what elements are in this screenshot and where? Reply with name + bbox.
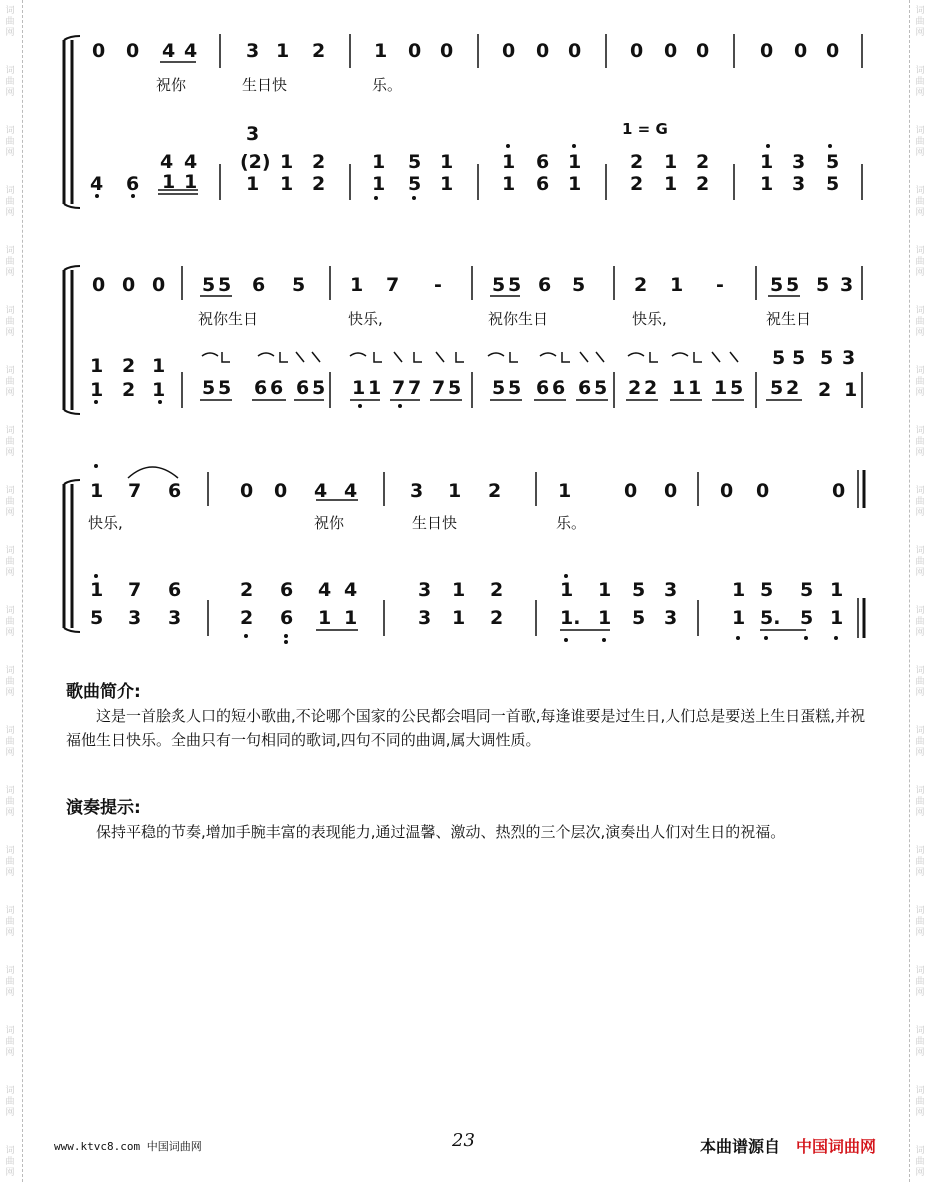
- svg-text:3: 3: [128, 607, 142, 629]
- svg-text:快乐,: 快乐,: [348, 310, 383, 328]
- svg-text:3: 3: [792, 151, 806, 173]
- svg-text:4: 4: [314, 480, 328, 502]
- svg-text:0: 0: [832, 480, 846, 502]
- svg-text:5: 5: [772, 347, 786, 369]
- svg-text:0: 0: [696, 40, 710, 62]
- svg-text:0: 0: [760, 40, 774, 62]
- svg-text:1: 1: [372, 151, 386, 173]
- svg-text:4: 4: [162, 40, 176, 62]
- svg-text:2: 2: [312, 173, 326, 195]
- svg-text:6: 6: [280, 579, 294, 601]
- watermark-text: 词 曲 网: [915, 966, 925, 998]
- svg-text:1: 1: [90, 355, 104, 377]
- system3-lyrics: [88, 514, 586, 532]
- watermark-text: 词 曲 网: [915, 306, 925, 338]
- svg-text:6: 6: [538, 274, 552, 296]
- svg-text:1: 1: [344, 607, 358, 629]
- page-number: 23: [452, 1130, 475, 1151]
- watermark-text: 词 曲 网: [5, 726, 15, 758]
- svg-text:1: 1: [760, 151, 774, 173]
- svg-text:5: 5: [292, 274, 306, 296]
- svg-text:生日快: 生日快: [242, 76, 288, 94]
- svg-text:5: 5: [492, 377, 506, 399]
- svg-text:2: 2: [490, 579, 504, 601]
- system3-voice: [90, 480, 845, 502]
- svg-text:0: 0: [502, 40, 516, 62]
- svg-text:0: 0: [240, 480, 254, 502]
- svg-text:0: 0: [624, 480, 638, 502]
- svg-text:5: 5: [572, 274, 586, 296]
- svg-text:1: 1: [452, 607, 466, 629]
- svg-text:5: 5: [508, 274, 522, 296]
- svg-text:0: 0: [152, 274, 166, 296]
- svg-text:2: 2: [818, 379, 832, 401]
- watermark-text: 词 曲 网: [915, 1026, 925, 1058]
- watermark-text: 词 曲 网: [915, 906, 925, 938]
- svg-text:3: 3: [664, 579, 678, 601]
- key-signature: 1 = G: [622, 120, 668, 138]
- svg-text:5: 5: [508, 377, 522, 399]
- svg-text:7: 7: [128, 579, 142, 601]
- svg-text:0: 0: [664, 480, 678, 502]
- svg-text:1: 1: [844, 379, 858, 401]
- svg-text:1: 1: [374, 40, 388, 62]
- svg-text:3: 3: [664, 607, 678, 629]
- svg-text:5.: 5.: [760, 607, 781, 629]
- svg-text:5: 5: [826, 151, 840, 173]
- svg-text:1: 1: [280, 151, 294, 173]
- watermark-text: 词 曲 网: [915, 126, 925, 158]
- svg-text:1: 1: [246, 173, 260, 195]
- svg-text:4: 4: [160, 151, 174, 173]
- svg-text:3: 3: [246, 123, 260, 145]
- watermark-text: 词 曲 网: [5, 66, 15, 98]
- svg-text:祝你: 祝你: [314, 514, 345, 532]
- system3-upper-accomp: [90, 579, 843, 601]
- svg-text:2: 2: [628, 377, 642, 399]
- svg-text:1: 1: [90, 379, 104, 401]
- svg-text:3: 3: [418, 607, 432, 629]
- svg-text:3: 3: [840, 274, 854, 296]
- svg-text:6: 6: [168, 579, 182, 601]
- watermark-text: 词 曲 网: [5, 786, 15, 818]
- svg-text:5: 5: [800, 579, 814, 601]
- tips-text: 保持平稳的节奏,增加手腕丰富的表现能力,通过温馨、激动、热烈的三个层次,演奏出人们对生日的祝福。: [96, 823, 786, 841]
- svg-text:4: 4: [344, 480, 358, 502]
- svg-text:0: 0: [440, 40, 454, 62]
- svg-text:6: 6: [536, 151, 550, 173]
- watermark-text: 词 曲 网: [915, 846, 925, 878]
- svg-text:5: 5: [90, 607, 104, 629]
- watermark-text: 词 曲 网: [5, 1086, 15, 1118]
- svg-text:2: 2: [490, 607, 504, 629]
- watermark-text: 词 曲 网: [5, 1026, 15, 1058]
- svg-text:3: 3: [168, 607, 182, 629]
- watermark-text: 词 曲 网: [915, 1146, 925, 1178]
- svg-text:3: 3: [792, 173, 806, 195]
- svg-text:1: 1: [90, 579, 104, 601]
- svg-text:2: 2: [240, 607, 254, 629]
- svg-text:2: 2: [312, 40, 326, 62]
- svg-text:5: 5: [492, 274, 506, 296]
- svg-text:1: 1: [448, 480, 462, 502]
- svg-text:1: 1: [184, 171, 198, 193]
- svg-text:0: 0: [92, 40, 106, 62]
- svg-text:快乐,: 快乐,: [632, 310, 667, 328]
- svg-text:7: 7: [392, 377, 406, 399]
- watermark-text: 词 曲 网: [915, 6, 925, 38]
- watermark-text: 词 曲 网: [5, 846, 15, 878]
- svg-text:2: 2: [786, 377, 800, 399]
- song-introduction: [66, 680, 866, 752]
- svg-text:0: 0: [630, 40, 644, 62]
- svg-text:0: 0: [720, 480, 734, 502]
- svg-text:祝你生日: 祝你生日: [488, 310, 549, 328]
- watermark-text: 词 曲 网: [5, 546, 15, 578]
- svg-text:5: 5: [408, 151, 422, 173]
- svg-text:1: 1: [90, 480, 104, 502]
- watermark-text: 词 曲 网: [5, 486, 15, 518]
- svg-text:2: 2: [488, 480, 502, 502]
- svg-text:1: 1: [664, 173, 678, 195]
- svg-text:5: 5: [786, 274, 800, 296]
- svg-text:2: 2: [122, 355, 136, 377]
- svg-text:5: 5: [218, 377, 232, 399]
- svg-text:1: 1: [152, 355, 166, 377]
- svg-text:6: 6: [168, 480, 182, 502]
- svg-text:0: 0: [122, 274, 136, 296]
- svg-text:0: 0: [92, 274, 106, 296]
- svg-text:1: 1: [670, 274, 684, 296]
- watermark-text: 词 曲 网: [5, 1146, 15, 1178]
- svg-text:7: 7: [432, 377, 446, 399]
- source-label: 本曲谱源自: [700, 1137, 781, 1156]
- watermark-text: 词 曲 网: [5, 426, 15, 458]
- intro-heading: 歌曲简介:: [66, 682, 141, 702]
- svg-text:1.: 1.: [560, 607, 581, 629]
- svg-text:3: 3: [842, 347, 856, 369]
- svg-text:2: 2: [696, 173, 710, 195]
- watermark-text: 词 曲 网: [915, 606, 925, 638]
- svg-text:5: 5: [816, 274, 830, 296]
- svg-text:3: 3: [418, 579, 432, 601]
- svg-text:7: 7: [386, 274, 400, 296]
- svg-text:1: 1: [830, 579, 844, 601]
- system1-lyrics: [156, 76, 402, 94]
- footer-source: [700, 1134, 876, 1157]
- watermark-text: 词 曲 网: [5, 6, 15, 38]
- svg-text:快乐,: 快乐,: [88, 514, 123, 532]
- svg-text:1: 1: [350, 274, 364, 296]
- svg-text:1: 1: [318, 607, 332, 629]
- svg-text:1: 1: [568, 173, 582, 195]
- svg-text:4: 4: [90, 173, 104, 195]
- svg-text:2: 2: [630, 151, 644, 173]
- svg-text:5: 5: [218, 274, 232, 296]
- svg-text:1: 1: [280, 173, 294, 195]
- watermark-text: 词 曲 网: [915, 546, 925, 578]
- svg-text:乐。: 乐。: [556, 514, 587, 532]
- svg-text:3: 3: [410, 480, 424, 502]
- watermark-text: 词 曲 网: [915, 726, 925, 758]
- svg-text:0: 0: [126, 40, 140, 62]
- watermark-text: 词 曲 网: [5, 246, 15, 278]
- svg-text:0: 0: [568, 40, 582, 62]
- svg-text:6: 6: [252, 274, 266, 296]
- brand-name: 中国词曲网: [796, 1137, 877, 1156]
- watermark-text: 词 曲 网: [915, 666, 925, 698]
- watermark-text: 词 曲 网: [5, 666, 15, 698]
- svg-text:1: 1: [598, 607, 612, 629]
- svg-text:5: 5: [632, 607, 646, 629]
- svg-text:6: 6: [280, 607, 294, 629]
- svg-text:5: 5: [202, 274, 216, 296]
- svg-text:1: 1: [502, 151, 516, 173]
- watermark-text: 词 曲 网: [915, 1086, 925, 1118]
- svg-text:0: 0: [274, 480, 288, 502]
- svg-text:5: 5: [820, 347, 834, 369]
- svg-text:1: 1: [830, 607, 844, 629]
- watermark-text: 词 曲 网: [5, 366, 15, 398]
- watermark-text: 词 曲 网: [915, 246, 925, 278]
- svg-text:1: 1: [732, 579, 746, 601]
- svg-text:5: 5: [792, 347, 806, 369]
- svg-text:2: 2: [240, 579, 254, 601]
- svg-text:1: 1: [714, 377, 728, 399]
- watermark-text: 词 曲 网: [5, 126, 15, 158]
- svg-text:1: 1: [558, 480, 572, 502]
- svg-text:祝你生日: 祝你生日: [198, 310, 259, 328]
- svg-text:1: 1: [598, 579, 612, 601]
- watermark-text: 词 曲 网: [5, 306, 15, 338]
- svg-text:5: 5: [826, 173, 840, 195]
- svg-text:0: 0: [756, 480, 770, 502]
- svg-text:5: 5: [800, 607, 814, 629]
- svg-text:6: 6: [254, 377, 268, 399]
- svg-text:5: 5: [594, 377, 608, 399]
- svg-text:7: 7: [128, 480, 142, 502]
- watermark-text: 词 曲 网: [5, 966, 15, 998]
- svg-text:1: 1: [760, 173, 774, 195]
- svg-text:5: 5: [408, 173, 422, 195]
- watermark-text: 词 曲 网: [5, 906, 15, 938]
- svg-text:祝你: 祝你: [156, 76, 187, 94]
- svg-text:5: 5: [632, 579, 646, 601]
- svg-text:乐。: 乐。: [372, 76, 403, 94]
- svg-text:5: 5: [770, 377, 784, 399]
- svg-text:6: 6: [126, 173, 140, 195]
- svg-text:1: 1: [276, 40, 290, 62]
- svg-text:1: 1: [368, 377, 382, 399]
- svg-text:1: 1: [732, 607, 746, 629]
- svg-text:1: 1: [152, 379, 166, 401]
- svg-text:生日快: 生日快: [412, 514, 458, 532]
- svg-text:1: 1: [560, 579, 574, 601]
- svg-text:6: 6: [536, 173, 550, 195]
- svg-text:6: 6: [552, 377, 566, 399]
- svg-text:1: 1: [688, 377, 702, 399]
- svg-text:6: 6: [296, 377, 310, 399]
- svg-text:4: 4: [344, 579, 358, 601]
- svg-text:0: 0: [408, 40, 422, 62]
- system3-lower-accomp: [90, 607, 843, 629]
- watermark-text: 词 曲 网: [915, 66, 925, 98]
- svg-text:5: 5: [448, 377, 462, 399]
- watermark-text: 词 曲 网: [915, 486, 925, 518]
- svg-text:7: 7: [408, 377, 422, 399]
- svg-text:2: 2: [644, 377, 658, 399]
- svg-text:0: 0: [826, 40, 840, 62]
- svg-text:1: 1: [664, 151, 678, 173]
- intro-text: 这是一首脍炙人口的短小歌曲,不论哪个国家的公民都会唱同一首歌,每逢谁要是过生日,人们总是要送上生日蛋糕,并祝福他生日快乐。全曲只有一句相同的歌词,四句不同的曲调,属大调性质。: [66, 707, 866, 749]
- svg-text:1: 1: [372, 173, 386, 195]
- watermark-text: 词 曲 网: [915, 426, 925, 458]
- svg-text:1: 1: [452, 579, 466, 601]
- svg-text:1: 1: [672, 377, 686, 399]
- svg-text:0: 0: [664, 40, 678, 62]
- svg-text:5: 5: [760, 579, 774, 601]
- svg-text:0: 0: [794, 40, 808, 62]
- system1-voice: [92, 40, 839, 62]
- svg-text:5: 5: [312, 377, 326, 399]
- svg-text:6: 6: [536, 377, 550, 399]
- svg-text:2: 2: [312, 151, 326, 173]
- svg-text:祝生日: 祝生日: [766, 310, 812, 328]
- svg-text:1: 1: [352, 377, 366, 399]
- system1-lower-accomp: [90, 171, 839, 195]
- svg-text:2: 2: [630, 173, 644, 195]
- watermark-text: 词 曲 网: [915, 186, 925, 218]
- system1-upper-accomp: [160, 123, 839, 173]
- svg-text:(2): (2): [240, 151, 271, 173]
- svg-text:5: 5: [730, 377, 744, 399]
- svg-text:2: 2: [634, 274, 648, 296]
- svg-text:1: 1: [440, 173, 454, 195]
- svg-text:2: 2: [122, 379, 136, 401]
- svg-text:0: 0: [536, 40, 550, 62]
- watermark-text: 词 曲 网: [915, 786, 925, 818]
- svg-text:4: 4: [318, 579, 332, 601]
- svg-text:3: 3: [246, 40, 260, 62]
- svg-text:1: 1: [162, 171, 176, 193]
- svg-text:4: 4: [184, 151, 198, 173]
- svg-text:6: 6: [578, 377, 592, 399]
- system2-lyrics: [198, 310, 811, 328]
- svg-text:2: 2: [696, 151, 710, 173]
- svg-text:-: -: [716, 274, 724, 296]
- watermark-text: 词 曲 网: [915, 366, 925, 398]
- tips-heading: 演奏提示:: [66, 798, 141, 818]
- performance-tips: [66, 796, 866, 844]
- svg-text:5: 5: [770, 274, 784, 296]
- watermark-text: 词 曲 网: [5, 606, 15, 638]
- watermark-text: 词 曲 网: [5, 186, 15, 218]
- system2-lower-accomp: [90, 377, 857, 401]
- footer-site: www.ktvc8.com 中国词曲网: [54, 1140, 202, 1153]
- svg-text:1: 1: [440, 151, 454, 173]
- svg-text:1: 1: [568, 151, 582, 173]
- svg-text:6: 6: [270, 377, 284, 399]
- svg-text:4: 4: [184, 40, 198, 62]
- svg-text:1: 1: [502, 173, 516, 195]
- svg-text:-: -: [434, 274, 442, 296]
- svg-text:5: 5: [202, 377, 216, 399]
